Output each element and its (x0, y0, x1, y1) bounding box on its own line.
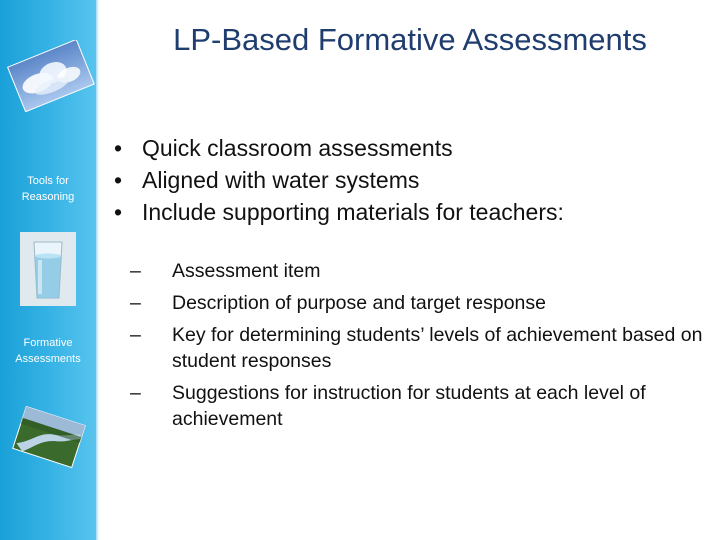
sub-bullet-text: Suggestions for instruction for students at each level of achievement (172, 382, 646, 430)
slide-title: LP-Based Formative Assessments (173, 22, 647, 57)
sidebar-label-tools: Tools for Reasoning (21, 175, 75, 203)
bullet-item (112, 164, 712, 196)
sub-bullet-text: Description of purpose and target response (172, 292, 546, 314)
clouds-image (4, 40, 96, 112)
river-landscape-image (8, 405, 90, 469)
bullet-text: Include supporting materials for teachers: (142, 199, 564, 225)
water-glass-image (20, 232, 76, 306)
bullet-glyph: • (114, 167, 123, 193)
sub-bullet-item (130, 258, 710, 284)
bullet-glyph: • (114, 199, 123, 225)
sub-bullet-text: Assessment item (172, 260, 321, 282)
sidebar-label-formative: Formative Assessments (15, 337, 81, 365)
bullet-list (112, 132, 712, 228)
sidebar (0, 0, 96, 540)
dash-glyph: – (130, 260, 141, 282)
sub-bullet-list (130, 258, 710, 438)
bullet-glyph: • (114, 135, 123, 161)
bullet-item (112, 196, 712, 228)
sub-bullet-item (130, 322, 710, 374)
dash-glyph: – (130, 382, 141, 404)
bullet-item (112, 132, 712, 164)
bullet-text: Aligned with water systems (142, 167, 420, 193)
bullet-text: Quick classroom assessments (142, 135, 453, 161)
dash-glyph: – (130, 324, 141, 346)
sub-bullet-item (130, 290, 710, 316)
sub-bullet-item (130, 380, 710, 432)
sub-bullet-text: Key for determining students’ levels of achievement based on student responses (172, 324, 703, 372)
sidebar-edge (96, 0, 99, 540)
dash-glyph: – (130, 292, 141, 314)
